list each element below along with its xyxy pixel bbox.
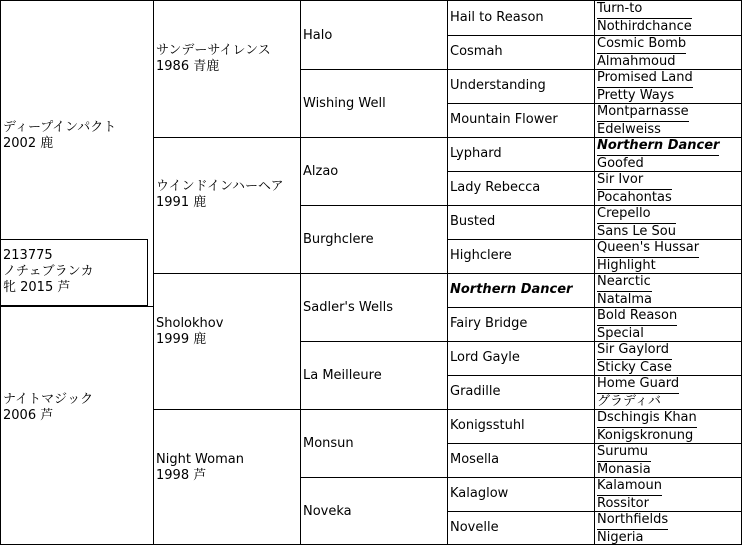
gen5-name[interactable]: Queen's Hussar (597, 240, 700, 255)
gen5-name[interactable]: Konigskronung (597, 427, 697, 445)
gen5-name[interactable]: Pocahontas (597, 190, 672, 205)
gen4-name[interactable]: Cosmah (450, 44, 503, 59)
gen5-name[interactable]: Monasia (597, 462, 651, 477)
gen4-name[interactable]: Gradille (450, 384, 501, 399)
gen3-name[interactable]: Sadler's Wells (303, 300, 393, 315)
gen5-name[interactable]: Almahmoud (597, 53, 686, 71)
gen5-name[interactable]: Nigeria (597, 529, 668, 547)
gen5-cell (594, 375, 742, 409)
gen4-cell (447, 69, 594, 103)
gen3-cell (300, 273, 447, 341)
gen5-name[interactable]: Surumu (597, 444, 648, 459)
gen2-info: 1986 青鹿 (156, 59, 220, 74)
gen3-cell (300, 341, 447, 409)
gen5-name[interactable]: Kalamoun (597, 478, 662, 493)
subject-info: 牝 2015 芦 (3, 280, 71, 295)
gen5-name[interactable]: Crepello (597, 206, 651, 221)
gen5-name[interactable]: Sir Ivor (597, 172, 644, 187)
gen4-cell (447, 171, 594, 205)
gen3-name[interactable]: Wishing Well (303, 96, 386, 111)
gen4-cell (447, 103, 594, 137)
gen3-name[interactable]: La Meilleure (303, 368, 382, 383)
gen5-name[interactable]: Promised Land (597, 70, 693, 85)
gen4-name[interactable]: Mosella (450, 452, 500, 467)
gen3-name[interactable]: Halo (303, 28, 333, 43)
gen5-name[interactable]: Turn-to (597, 1, 643, 16)
subject-id: 213775 (3, 248, 53, 263)
gen4-cell (447, 35, 594, 69)
gen5-name[interactable]: Nearctic (597, 274, 651, 289)
gen3-cell (300, 0, 447, 69)
gen5-name[interactable]: Home Guard (597, 376, 680, 391)
gen3-name[interactable]: Monsun (303, 436, 354, 451)
gen5-name[interactable]: Nothirdchance (597, 19, 692, 34)
gen5-name[interactable]: Sir Gaylord (597, 342, 670, 357)
subject-name: ノチェブランカ (3, 264, 94, 279)
gen3-name[interactable]: Alzao (303, 164, 339, 179)
gen2-name[interactable]: サンデーサイレンス (156, 43, 271, 58)
gen2-cell (153, 273, 300, 409)
gen3-name[interactable]: Noveka (303, 504, 352, 519)
gen5-cell (594, 477, 742, 511)
gen5-cell (594, 511, 742, 545)
gen1-sire-cell (0, 0, 153, 239)
gen2-info: 1998 芦 (156, 468, 207, 483)
gen1-dam-info: 2006 芦 (3, 408, 54, 423)
gen3-cell (300, 137, 447, 205)
gen1-dam-name[interactable]: ナイトマジック (3, 392, 94, 407)
gen4-name[interactable]: Hail to Reason (450, 10, 544, 25)
gen4-name[interactable]: Lady Rebecca (450, 180, 541, 195)
gen1-sire-info: 2002 鹿 (3, 136, 54, 151)
gen3-cell (300, 69, 447, 137)
subject-cell (0, 239, 148, 306)
gen5-cell (594, 137, 742, 171)
gen4-name[interactable]: Busted (450, 214, 496, 229)
gen5-cell (594, 0, 742, 35)
gen5-cell (594, 443, 742, 477)
gen4-cell (447, 477, 594, 511)
gen4-cell (447, 205, 594, 239)
gen2-name[interactable]: ウインドインハーヘア (156, 179, 284, 194)
gen4-cell (447, 443, 594, 477)
gen2-name[interactable]: Night Woman (156, 452, 244, 467)
gen5-name[interactable]: Edelweiss (597, 121, 689, 139)
gen5-name[interactable]: Northfields (597, 512, 669, 527)
gen5-name[interactable]: Rossitor (597, 495, 662, 513)
gen5-name[interactable]: Montparnasse (597, 104, 689, 119)
gen4-cell (447, 239, 594, 273)
gen4-name[interactable]: Mountain Flower (450, 112, 558, 127)
gen5-cell (594, 273, 742, 307)
gen4-cell (447, 511, 594, 545)
gen4-name[interactable]: Novelle (450, 520, 499, 535)
gen4-cell (447, 375, 594, 409)
gen5-cell (594, 35, 742, 69)
gen5-name[interactable]: Dschingis Khan (597, 410, 697, 425)
gen4-name[interactable]: Kalaglow (450, 486, 509, 501)
gen5-cell (594, 171, 742, 205)
gen1-dam-cell (0, 306, 153, 545)
gen4-name[interactable]: Fairy Bridge (450, 316, 528, 331)
gen4-name[interactable]: Highclere (450, 248, 512, 263)
gen5-name[interactable]: Pretty Ways (597, 87, 693, 105)
gen3-cell (300, 477, 447, 545)
gen4-name[interactable]: Konigsstuhl (450, 418, 525, 433)
gen5-name[interactable]: Goofed (597, 155, 719, 173)
gen4-name[interactable]: Understanding (450, 78, 546, 93)
gen5-cell (594, 307, 742, 341)
gen5-cell (594, 205, 742, 239)
gen5-name[interactable]: Bold Reason (597, 308, 678, 323)
gen5-name-highlight[interactable]: Northern Dancer (597, 138, 720, 153)
gen2-info: 1991 鹿 (156, 195, 207, 210)
gen5-cell (594, 103, 742, 137)
gen4-cell (447, 307, 594, 341)
gen4-cell (447, 341, 594, 375)
gen2-cell (153, 0, 300, 137)
gen5-name[interactable]: Cosmic Bomb (597, 36, 687, 51)
gen3-name[interactable]: Burghclere (303, 232, 374, 247)
gen2-cell (153, 409, 300, 545)
gen5-name[interactable]: Special (597, 325, 677, 343)
gen5-name[interactable]: グラディバ (597, 393, 679, 411)
gen2-info: 1999 鹿 (156, 332, 207, 347)
gen4-cell (447, 409, 594, 443)
gen1-sire-name[interactable]: ディープインパクト (3, 120, 117, 135)
gen2-cell (153, 137, 300, 273)
gen5-name[interactable]: Sticky Case (597, 360, 672, 375)
gen5-cell (594, 69, 742, 103)
gen2-name[interactable]: Sholokhov (156, 316, 224, 331)
gen5-cell (594, 341, 742, 375)
gen5-cell (594, 239, 742, 273)
gen3-cell (300, 409, 447, 477)
gen4-cell (447, 137, 594, 171)
gen5-name[interactable]: Highlight (597, 257, 699, 275)
gen4-name[interactable]: Lord Gayle (450, 350, 520, 365)
gen4-cell (447, 273, 594, 307)
gen5-cell (594, 409, 742, 443)
gen5-name[interactable]: Sans Le Sou (597, 224, 676, 239)
gen5-name[interactable]: Natalma (597, 292, 652, 307)
gen4-cell (447, 0, 594, 35)
gen4-name-highlight[interactable]: Northern Dancer (450, 282, 573, 297)
gen4-name[interactable]: Lyphard (450, 146, 502, 161)
gen3-cell (300, 205, 447, 273)
